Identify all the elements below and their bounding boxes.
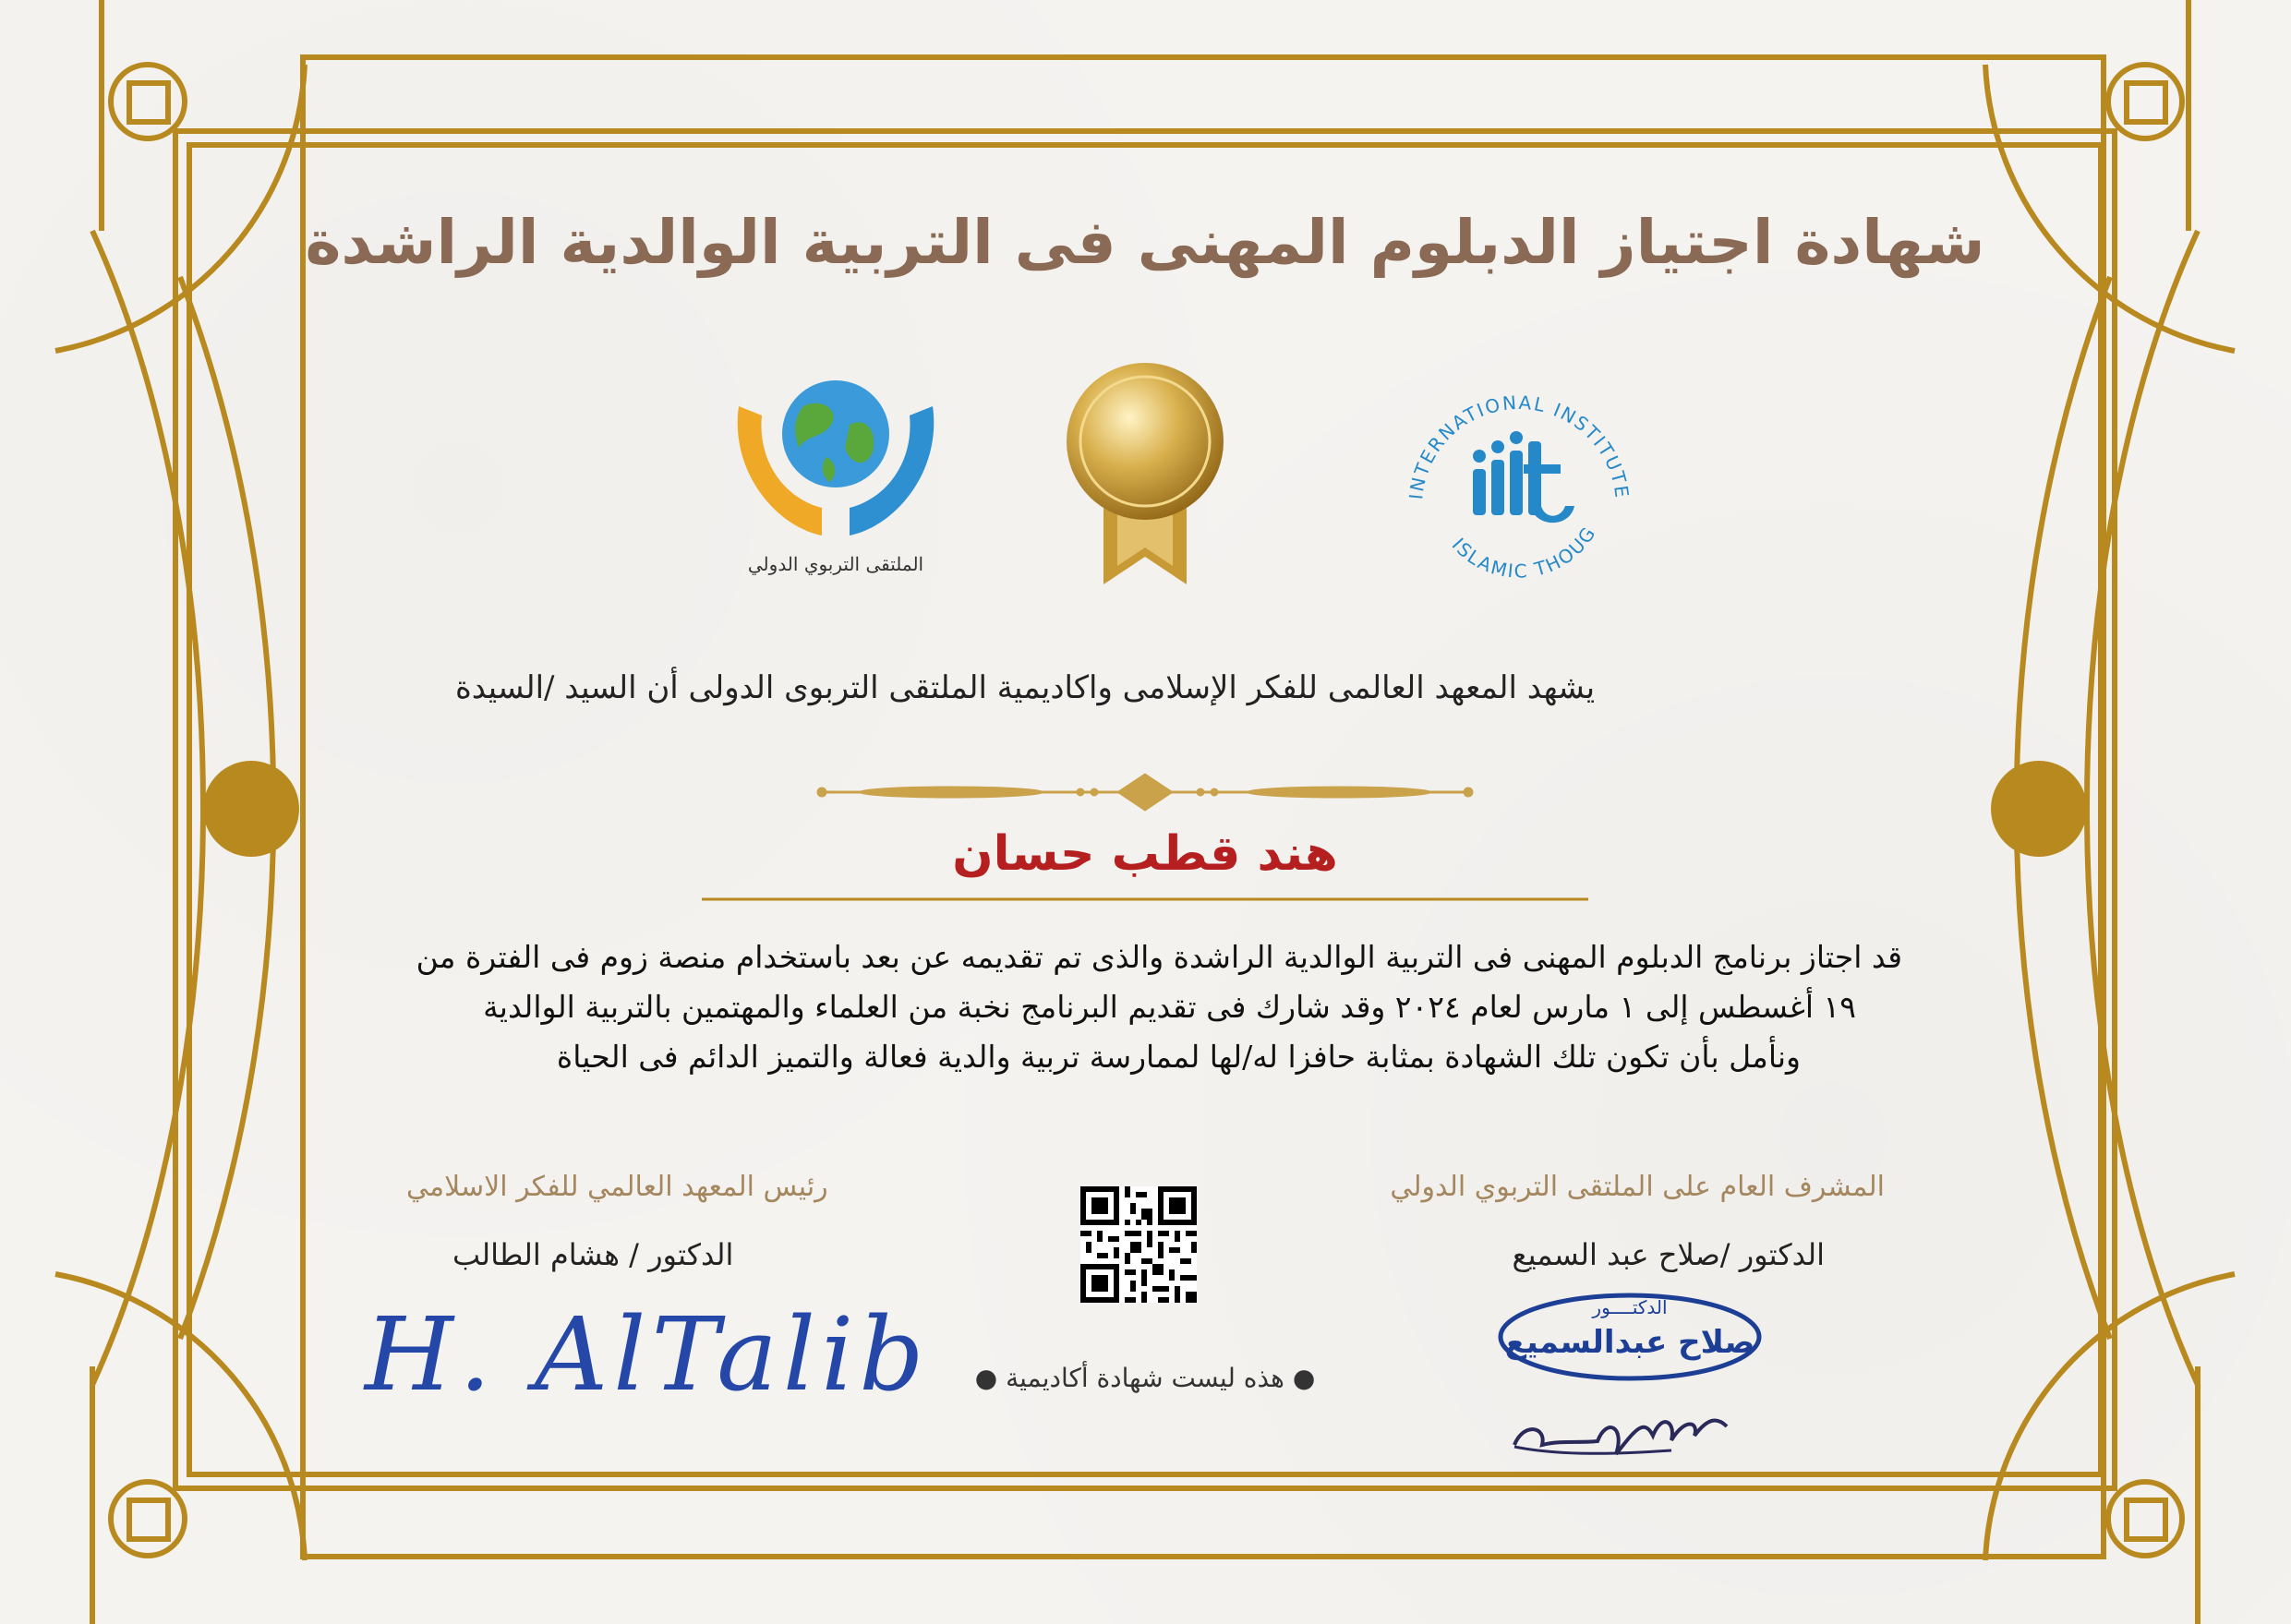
right-signatory-role: المشرف العام على الملتقى التربوي الدولي bbox=[1390, 1171, 1885, 1203]
stamp-name: صلاح عبدالسميع bbox=[1504, 1324, 1755, 1361]
left-signatory-name: الدكتور / هشام الطالب bbox=[452, 1237, 734, 1272]
non-academic-note bbox=[905, 1363, 1385, 1393]
right-signatory-name: الدكتور /صلاح عبد السميع bbox=[1512, 1237, 1825, 1272]
body-line: قد اجتاز برنامج الدبلوم المهنى فى التربية الوالدية الراشدة والذى تم تقديمه عن بعد باستخدام منصة زوم فى الفترة من bbox=[416, 939, 1902, 975]
forum-logo bbox=[720, 369, 951, 582]
certificate-body bbox=[351, 932, 1902, 1082]
certificate-title: شهادة اجتياز الدبلوم المهنى فى التربية الوالدية الراشدة bbox=[305, 207, 1985, 278]
globe-hands-icon bbox=[720, 369, 951, 554]
gold-medal-icon bbox=[1062, 358, 1228, 589]
bullet-icon: ● bbox=[974, 1363, 998, 1393]
body-line: ١٩ أغسطس إلى ١ مارس لعام ٢٠٢٤ وقد شارك فى تقديم البرنامج نخبة من العلماء والمهتمين بالتربية الوالدية bbox=[483, 989, 1856, 1025]
qr-code-icon bbox=[1080, 1186, 1197, 1303]
svg-text:INTERNATIONAL INSTITUTE OF: INTERNATIONAL INSTITUTE bbox=[1405, 391, 1634, 501]
recipient-name: هند قطب حسان bbox=[952, 826, 1338, 882]
left-signature bbox=[356, 1279, 930, 1426]
body-line: ونأمل بأن تكون تلك الشهادة بمثابة حافزا له/لها لممارسة تربية والدية فعالة والتميز الدائم فى الحياة bbox=[556, 1039, 1801, 1075]
left-signature-text: H. AlTalib bbox=[365, 1295, 930, 1413]
right-signature-scribble bbox=[1505, 1389, 1754, 1473]
iiit-logo bbox=[1385, 367, 1653, 607]
stamp-title: الدكتــــور bbox=[1592, 1296, 1668, 1318]
forum-logo-caption: الملتقى التربوي الدولي bbox=[747, 553, 924, 575]
note-text: هذه ليست شهادة أكاديمية bbox=[1006, 1363, 1284, 1393]
official-stamp bbox=[1496, 1291, 1764, 1383]
left-signatory-role: رئيس المعهد العالمي للفكر الاسلامي bbox=[406, 1171, 828, 1203]
certificate-intro: يشهد المعهد العالمى للفكر الإسلامى واكاديمية الملتقى التربوى الدولى أن السيد /السيدة bbox=[454, 669, 1596, 706]
iiit-emblem-icon bbox=[1385, 367, 1653, 607]
bullet-icon: ● bbox=[1292, 1363, 1316, 1393]
svg-text:ISLAMIC THOUGHT: ISLAMIC THOUG bbox=[1447, 522, 1601, 583]
